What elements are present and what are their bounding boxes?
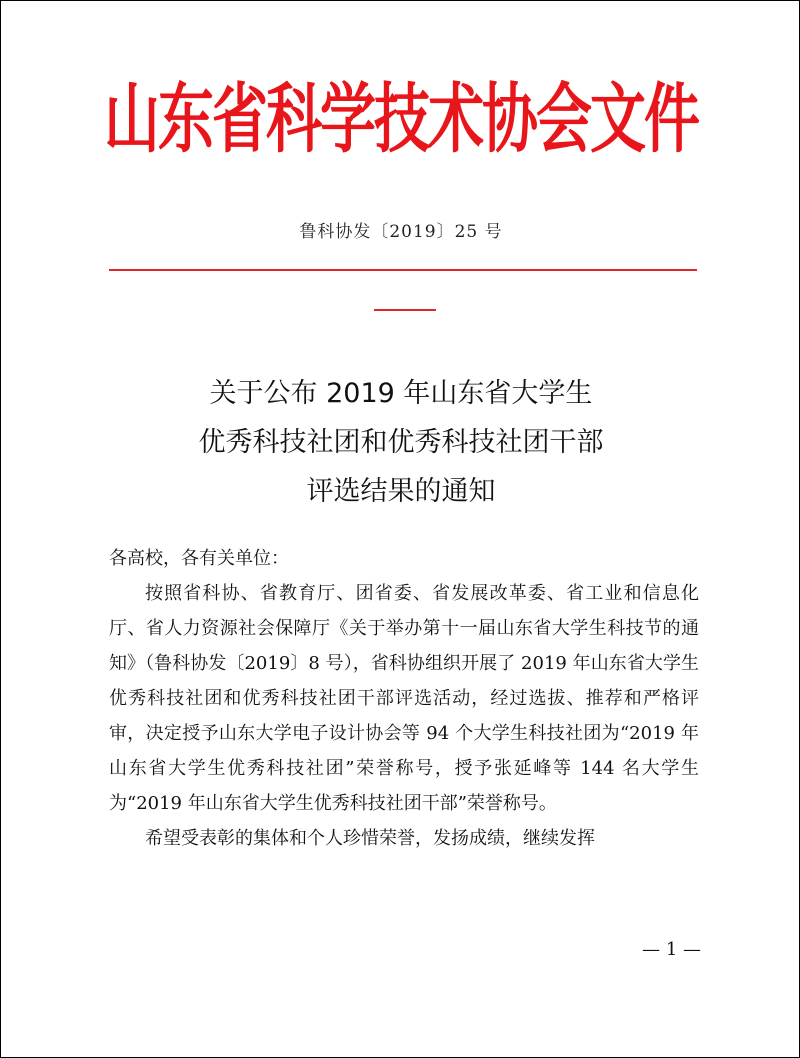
page-number: — 1 —: [642, 939, 701, 960]
issuing-org-header: 山东省科学技术协会文件: [104, 76, 698, 164]
notice-title-line: 优秀科技社团和优秀科技社团干部: [198, 427, 604, 458]
header-short-red-rule: [374, 309, 436, 311]
header-red-rule: [109, 269, 697, 271]
document-number: 鲁科协发〔2019〕25 号: [299, 222, 503, 242]
notice-body: [109, 541, 699, 856]
notice-title-line: 评选结果的通知: [306, 476, 496, 507]
body-paragraph: 按照省科协、省教育厅、团省委、省发展改革委、省工业和信息化厅、省人力资源社会保障厅《关于举办第十一届山东省大学生科技节的通知》（鲁科协发〔2019〕8 号），省科协组织开展了 2019 年山东省大学生优秀科技社团和优秀科技社团干部评选活动，经过选拔、推荐和严格评审，决定授予山东大学电子设计协会等 94 个大学生科技社团为“2019 年山东省大学生优秀科技社团”荣誉称号，授予张延峰等 144 名大学生为“2019 年山东省大学生优秀科技社团干部”荣誉称号。: [109, 583, 699, 814]
body-paragraph: 希望受表彰的集体和个人珍惜荣誉，发扬成绩，继续发挥: [145, 828, 595, 849]
salutation: 各高校，各有关单位：: [109, 548, 289, 569]
notice-title-line: 关于公布 2019 年山东省大学生: [209, 378, 593, 409]
notice-title: [1, 369, 800, 516]
